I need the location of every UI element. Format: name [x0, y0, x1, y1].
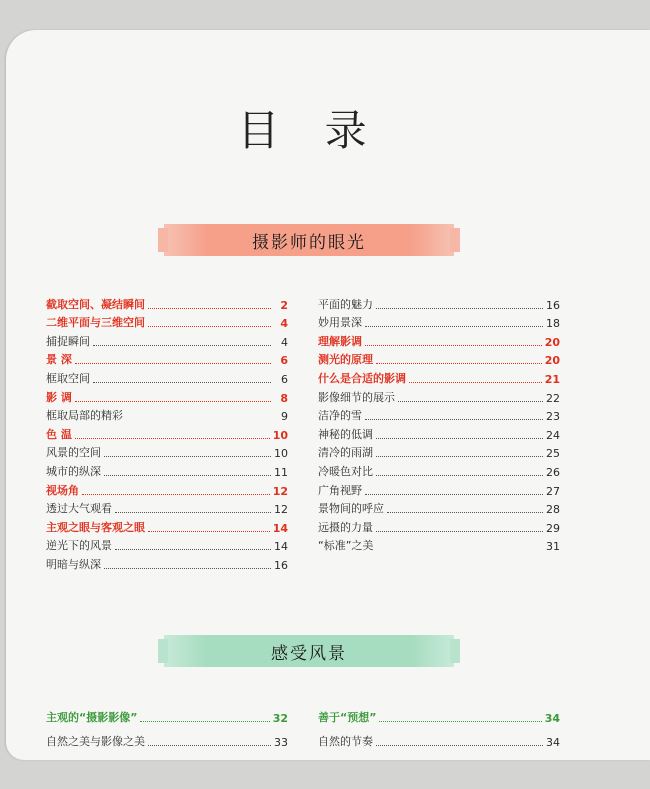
- toc-entry-page: 32: [272, 712, 288, 725]
- dot-leader: [365, 418, 543, 420]
- toc-entry: [46, 386, 288, 405]
- toc-entry-page: 28: [546, 503, 560, 517]
- toc-entry-title: 清冷的雨湖: [318, 446, 373, 460]
- toc-entry: [318, 725, 560, 749]
- toc-entry-title: 明暗与纵深: [46, 557, 101, 571]
- toc-entry-title: “标准”之美: [318, 539, 374, 553]
- toc-entry-page: 31: [546, 540, 560, 554]
- toc-entry-page: 20: [544, 354, 560, 368]
- toc-entry: [318, 330, 560, 349]
- toc-column-right: [318, 701, 560, 749]
- toc-entry-title: 自然的节奏: [318, 735, 373, 748]
- toc-entry-title: 冷暖色对比: [318, 464, 373, 478]
- toc-entry-title: 景物间的呼应: [318, 502, 384, 516]
- dot-leader: [104, 474, 271, 476]
- toc-entry-page: 14: [272, 521, 288, 535]
- dot-leader: [93, 344, 271, 346]
- toc-entry-page: 14: [274, 540, 288, 554]
- toc-entry: [46, 498, 288, 517]
- dot-leader: [365, 325, 543, 327]
- toc-entry-title: 主观之眼与客观之眼: [46, 520, 145, 534]
- toc-entry: [46, 460, 288, 479]
- toc-entry-title: 善于“预想”: [318, 711, 377, 724]
- dot-leader: [104, 455, 271, 457]
- toc-entry-page: 20: [544, 335, 560, 349]
- dot-leader: [115, 548, 271, 550]
- dot-leader: [398, 400, 543, 402]
- toc-entry: [46, 405, 288, 424]
- dot-leader: [379, 720, 541, 722]
- dot-leader: [376, 548, 543, 550]
- toc-entry-title: 影 调: [46, 390, 72, 404]
- dot-leader: [148, 307, 271, 309]
- toc-entry: [318, 701, 560, 725]
- toc-entry-page: 29: [546, 521, 560, 535]
- toc-entry: [46, 423, 288, 442]
- dot-leader: [365, 493, 543, 495]
- section-heading: 摄影师的眼光: [252, 232, 366, 253]
- toc-entry: [318, 442, 560, 461]
- toc-entry-page: 24: [546, 428, 560, 442]
- toc-entry-title: 城市的纵深: [46, 464, 101, 478]
- toc-entry: [318, 405, 560, 424]
- toc-entry-page: 18: [546, 317, 560, 331]
- section-heading: 感受风景: [271, 643, 347, 664]
- banner-right-cap: [450, 639, 460, 663]
- toc-entry-title: 什么是合适的影调: [318, 371, 406, 385]
- toc-entry-title: 自然之美与影像之美: [46, 735, 145, 748]
- dot-leader: [104, 567, 271, 569]
- toc-entry: [46, 442, 288, 461]
- book-page: [6, 30, 650, 760]
- section-banner-2: [164, 635, 454, 667]
- dot-leader: [376, 455, 543, 457]
- toc-entry-title: 神秘的低调: [318, 427, 373, 441]
- banner-left-cap: [158, 228, 168, 252]
- toc-entry-title: 框取局部的精彩: [46, 409, 123, 423]
- toc-entry: [318, 516, 560, 535]
- toc-entry: [318, 479, 560, 498]
- toc-entry-title: 理解影调: [318, 334, 362, 348]
- toc-column-left: [46, 701, 288, 749]
- dot-leader: [148, 325, 271, 327]
- dot-leader: [376, 307, 543, 309]
- dot-leader: [376, 362, 542, 364]
- toc-entry-page: 4: [280, 317, 288, 331]
- toc-entry-page: 9: [281, 410, 288, 424]
- toc-entry: [318, 312, 560, 331]
- toc-entry-page: 10: [274, 447, 288, 461]
- toc-entry-page: 4: [281, 335, 288, 349]
- toc-entry: [46, 367, 288, 386]
- toc-entry-title: 逆光下的风景: [46, 539, 112, 553]
- toc-entry-page: 2: [280, 298, 288, 312]
- toc-entry: [318, 460, 560, 479]
- toc-entry-page: 22: [546, 391, 560, 405]
- toc-entry-title: 平面的魅力: [318, 297, 373, 311]
- toc-entry: [318, 498, 560, 517]
- dot-leader: [387, 511, 543, 513]
- dot-leader: [365, 344, 542, 346]
- banner-left-cap: [158, 639, 168, 663]
- toc-entry-page: 27: [546, 484, 560, 498]
- dot-leader: [115, 511, 271, 513]
- toc-entry-page: 33: [274, 736, 288, 749]
- toc-entry-page: 8: [280, 391, 288, 405]
- toc-entry-page: 21: [544, 372, 560, 386]
- dot-leader: [376, 437, 543, 439]
- toc-entry-page: 6: [280, 354, 288, 368]
- dot-leader: [148, 744, 271, 746]
- toc-entry-page: 12: [274, 503, 288, 517]
- toc-entry: [318, 386, 560, 405]
- toc-entry-title: 视场角: [46, 483, 79, 497]
- toc-entry-title: 色 温: [46, 427, 72, 441]
- dot-leader: [75, 400, 271, 402]
- toc-entry-page: 34: [544, 712, 560, 725]
- dot-leader: [148, 530, 270, 532]
- dot-leader: [409, 381, 542, 383]
- toc-entry-title: 广角视野: [318, 483, 362, 497]
- toc-entry: [46, 330, 288, 349]
- toc-entry: [46, 535, 288, 554]
- toc-entry-title: 风景的空间: [46, 446, 101, 460]
- toc-entry-page: 25: [546, 447, 560, 461]
- toc-entry-title: 妙用景深: [318, 316, 362, 330]
- toc-entry-page: 26: [546, 465, 560, 479]
- dot-leader: [140, 720, 269, 722]
- toc-entry: [318, 349, 560, 368]
- toc-entry-page: 6: [281, 372, 288, 386]
- page-title: 目 录: [237, 106, 383, 155]
- toc-entry-title: 洁净的雪: [318, 409, 362, 423]
- toc-entry: [318, 423, 560, 442]
- toc-entry-title: 透过大气观看: [46, 502, 112, 516]
- toc-entry: [46, 516, 288, 535]
- dot-leader: [75, 437, 270, 439]
- toc-entry: [318, 293, 560, 312]
- dot-leader: [126, 418, 271, 420]
- toc-column-left: [46, 293, 288, 572]
- toc-entry: [46, 349, 288, 368]
- toc-entry-page: 12: [272, 484, 288, 498]
- toc-entry-title: 框取空间: [46, 371, 90, 385]
- toc-entry: [46, 553, 288, 572]
- toc-entry-page: 10: [272, 428, 288, 442]
- toc-entry-page: 23: [546, 410, 560, 424]
- toc-entry-title: 远摄的力量: [318, 520, 373, 534]
- dot-leader: [75, 362, 271, 364]
- toc-entry: [318, 367, 560, 386]
- dot-leader: [376, 744, 543, 746]
- toc-entry-title: 景 深: [46, 353, 72, 367]
- toc-entry: [46, 479, 288, 498]
- toc-entry: [46, 312, 288, 331]
- toc-entry: [46, 725, 288, 749]
- toc-entry-page: 34: [546, 736, 560, 749]
- toc-entry-title: 截取空间、凝结瞬间: [46, 297, 145, 311]
- toc-entry-title: 测光的原理: [318, 353, 373, 367]
- toc-entry: [46, 293, 288, 312]
- dot-leader: [376, 474, 543, 476]
- toc-entry-title: 二维平面与三维空间: [46, 316, 145, 330]
- toc-entry-title: 影像细节的展示: [318, 390, 395, 404]
- dot-leader: [82, 493, 270, 495]
- toc-entry-page: 16: [274, 558, 288, 572]
- dot-leader: [93, 381, 271, 383]
- dot-leader: [376, 530, 543, 532]
- toc-entry: [318, 535, 560, 554]
- toc-entry: [46, 701, 288, 725]
- section-banner-1: [164, 224, 454, 256]
- toc-entry-page: 11: [274, 465, 288, 479]
- toc-column-right: [318, 293, 560, 553]
- toc-entry-title: 主观的“摄影影像”: [46, 711, 138, 724]
- banner-right-cap: [450, 228, 460, 252]
- toc-entry-page: 16: [546, 298, 560, 312]
- toc-entry-title: 捕捉瞬间: [46, 334, 90, 348]
